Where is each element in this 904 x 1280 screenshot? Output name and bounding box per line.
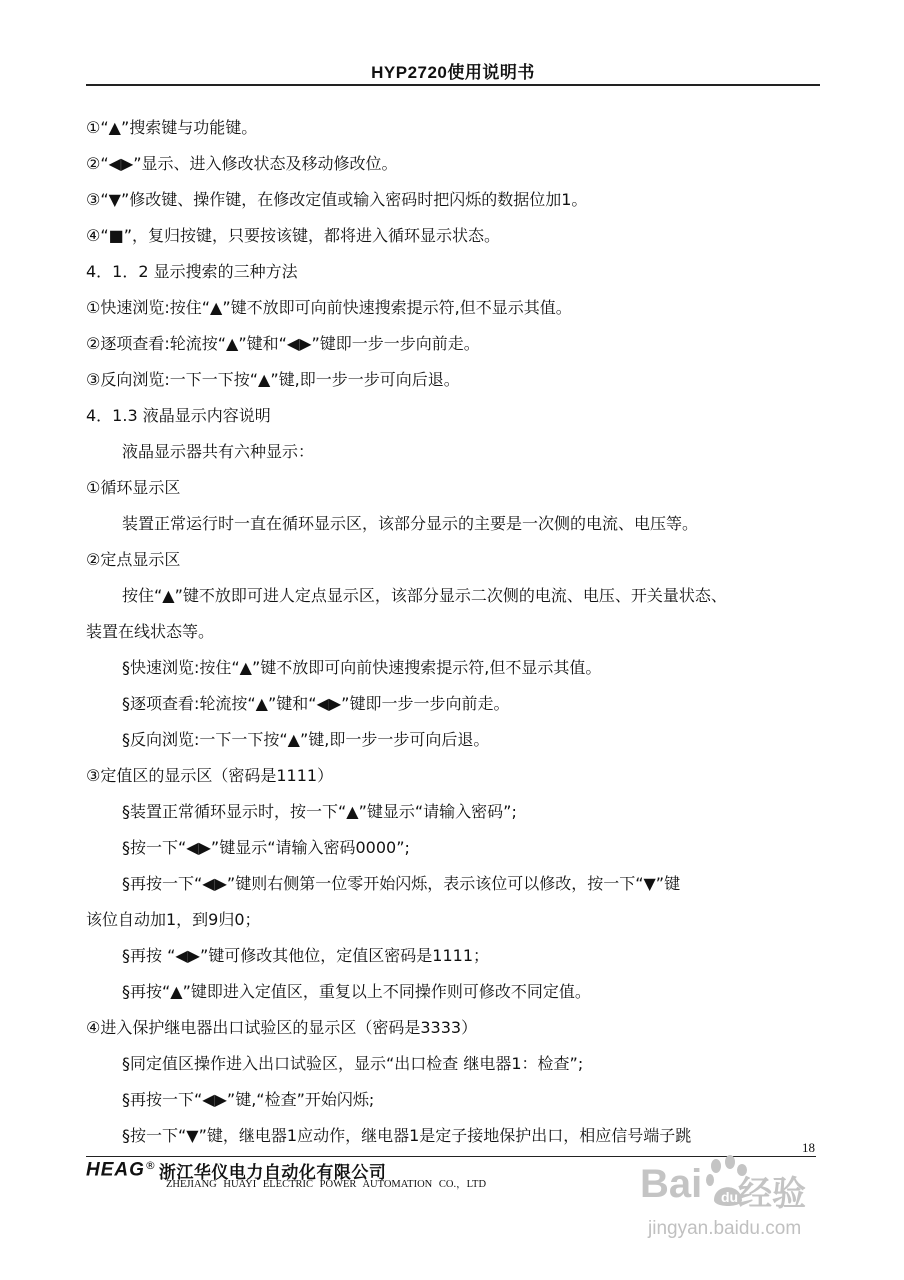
text-line: ②逐项查看:轮流按“▲”键和“◀▶”键即一步一步向前走。 (86, 334, 480, 353)
text-line: ①快速浏览:按住“▲”键不放即可向前快速搜索提示符,但不显示其值。 (86, 298, 572, 317)
text-line: ③反向浏览:一下一下按“▲”键,即一步一步可向后退。 (86, 370, 460, 389)
page-number: 18 (802, 1140, 815, 1155)
text-line: §逐项查看:轮流按“▲”键和“◀▶”键即一步一步向前走。 (122, 694, 510, 713)
text-line: ④进入保护继电器出口试验区的显示区（密码是3333） (86, 1018, 478, 1037)
text-line: ②定点显示区 (86, 550, 181, 569)
text-line: 4．1.3 液晶显示内容说明 (86, 406, 271, 425)
text-line: §快速浏览:按住“▲”键不放即可向前快速搜索提示符,但不显示其值。 (122, 658, 602, 677)
text-line: 装置正常运行时一直在循环显示区，该部分显示的主要是一次侧的电流、电压等。 (122, 514, 699, 533)
text-line: 装置在线状态等。 (86, 622, 215, 641)
text-line: ③定值区的显示区（密码是1111） (86, 766, 334, 785)
text-line: §再按“▲”键即进入定值区，重复以上不同操作则可修改不同定值。 (122, 982, 591, 1001)
text-line: §按一下“▼”键，继电器1应动作，继电器1是定子接地保护出口，相应信号端子跳 (122, 1126, 692, 1145)
text-line: 液晶显示器共有六种显示： (122, 442, 315, 461)
svg-text:du: du (721, 1189, 739, 1205)
text-line: §按一下“◀▶”键显示“请输入密码0000”; (122, 838, 410, 857)
text-line: §同定值区操作进入出口试验区，显示“出口检查 继电器1：检查”; (122, 1054, 584, 1073)
text-line: 该位自动加1，到9归0； (86, 910, 261, 929)
document-body (86, 110, 820, 1154)
baidu-jingyan-watermark (630, 1138, 880, 1268)
company-name-en: ZHEJIANG HUAYI ELECTRIC POWER AUTOMATION CO.，LTD (166, 1179, 487, 1190)
text-line: §再按 “◀▶”键可修改其他位，定值区密码是1111； (122, 946, 489, 965)
watermark-url: jingyan.baidu.com (648, 1218, 802, 1239)
watermark-jingyan: 经验 (738, 1174, 806, 1214)
page-header-title: HYP2720使用说明书 (371, 63, 535, 82)
text-line: §再按一下“◀▶”键则右侧第一位零开始闪烁，表示该位可以修改，按一下“▼”键 (122, 874, 681, 893)
text-line: ①“▲”搜索键与功能键。 (86, 118, 258, 137)
text-line: ④“■”，复归按键，只要按该键，都将进入循环显示状态。 (86, 226, 501, 245)
text-line: §反向浏览:一下一下按“▲”键,即一步一步可向后退。 (122, 730, 490, 749)
text-line: ②“◀▶”显示、进入修改状态及移动修改位。 (86, 154, 398, 173)
header-divider (86, 84, 820, 86)
company-name-cn: 浙江华仪电力自动化有限公司 (158, 1163, 387, 1183)
heag-logo: HEAG (86, 1159, 145, 1181)
registered-mark: ® (144, 1158, 156, 1172)
text-line: ①循环显示区 (86, 478, 181, 497)
watermark-brand: Bai (640, 1162, 703, 1206)
text-line: ③“▼”修改键、操作键，在修改定值或输入密码时把闪烁的数据位加1。 (86, 190, 588, 209)
text-line: 按住“▲”键不放即可进人定点显示区，该部分显示二次侧的电流、电压、开关量状态、 (122, 586, 727, 605)
text-line: 4．1．2 显示搜索的三种方法 (86, 262, 298, 281)
text-line: §再按一下“◀▶”键,“检查”开始闪烁; (122, 1090, 375, 1109)
text-line: §装置正常循环显示时，按一下“▲”键显示“请输入密码”; (122, 802, 517, 821)
